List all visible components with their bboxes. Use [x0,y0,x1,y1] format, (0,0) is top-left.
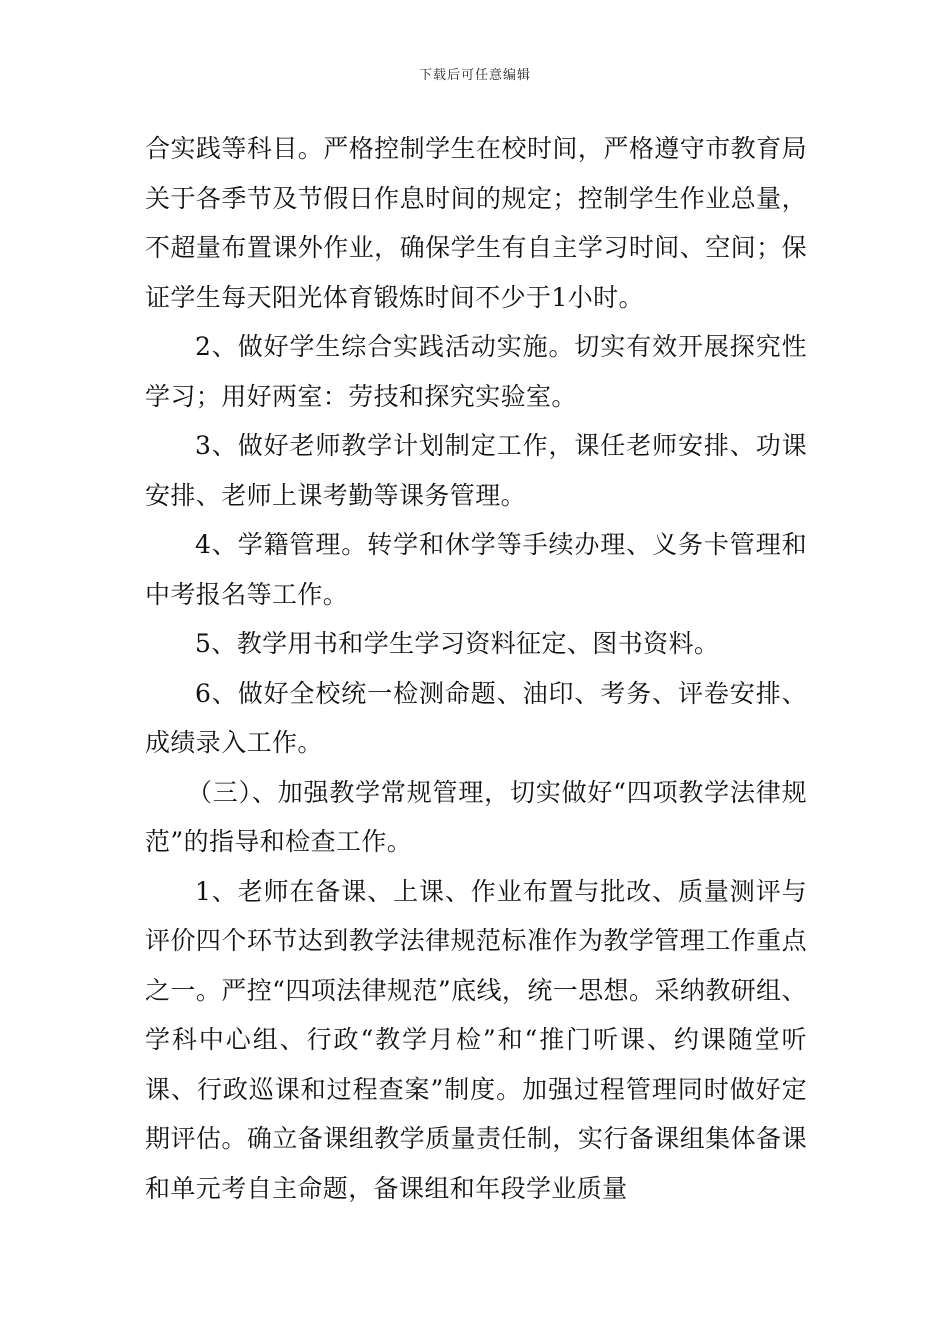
paragraph-item-5: 5、教学用书和学生学习资料征定、图书资料。 [195,629,720,658]
paragraph-item-6: 6、做好全校统一检测命题、油印、考务、评卷安排、成绩录入工作。 [145,678,807,757]
paragraph-item-3: 3、做好老师教学计划制定工作，课任老师安排、功课安排、老师上课考勤等课务管理。 [145,431,807,510]
paragraph-item-2: 2、做好学生综合实践活动实施。切实有效开展探究性学习；用好两室：劳技和探究实验室。 [145,332,807,411]
paragraph-continuation: 合实践等科目。严格控制学生在校时间，严格遵守市教育局关于各季节及节假日作息时间的规定；控制学生作业总量，不超量布置课外作业，确保学生有自主学习时间、空间；保证学生每天阳光体育锻炼时间不少于1小时。 [145,134,807,312]
section-heading-three: （三）、加强教学常规管理，切实做好“四项教学法律规范”的指导和检查工作。 [145,777,807,856]
document-body [145,124,807,1213]
paragraph-item-1: 1、老师在备课、上课、作业布置与批改、质量测评与评价四个环节达到教学法律规范标准作为教学管理工作重点之一。严控“四项法律规范”底线，统一思想。采纳教研组、学科中心组、行政“教学月检”和“推门听课、约课随堂听课、行政巡课和过程查案”制度。加强过程管理同时做好定期评估。确立备课组教学质量责任制，实行备课组集体备课和单元考自主命题，备课组和年段学业质量 [145,876,807,1203]
paragraph-item-4: 4、学籍管理。转学和休学等手续办理、义务卡管理和中考报名等工作。 [145,530,807,609]
page-header-note: 下载后可任意编辑 [418,68,531,83]
